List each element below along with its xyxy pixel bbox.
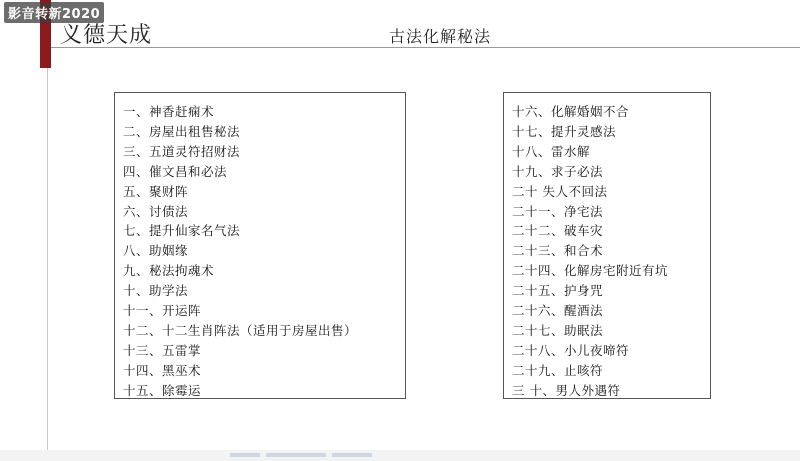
list-item: 十一、开运阵 (123, 303, 202, 319)
brand-name: 义德天成 (60, 23, 153, 48)
list-item: 四、催文昌和必法 (123, 163, 228, 179)
list-item: 二、房屋出租售秘法 (123, 123, 241, 139)
watermark: 影音转新2020 (4, 2, 104, 23)
list-item: 二十 失人不回法 (512, 183, 608, 199)
slide-title: 古法化解秘法 (388, 27, 491, 46)
footer-decoration (230, 442, 430, 450)
list-item: 六、讨债法 (123, 203, 189, 219)
left-margin-line (47, 68, 48, 450)
list-item: 二十五、护身咒 (512, 283, 604, 299)
list-item: 二十九、止咳符 (512, 362, 604, 378)
header-divider (51, 47, 800, 48)
list-item: 三、五道灵符招财法 (123, 143, 241, 159)
list-item: 十三、五雷掌 (123, 342, 202, 358)
list-item: 二十七、助眠法 (512, 322, 604, 338)
list-item: 二十二、破车灾 (512, 223, 604, 239)
list-item: 十二、十二生肖阵法（适用于房屋出售） (123, 322, 358, 338)
list-item: 十八、雷水解 (512, 143, 591, 159)
list-item: 九、秘法拘魂术 (123, 263, 215, 279)
list-item: 二十一、净宅法 (512, 203, 604, 219)
list-item: 二十八、小儿夜啼符 (512, 342, 630, 358)
right-list-box (503, 92, 711, 399)
list-item: 七、提升仙家名气法 (123, 223, 241, 239)
list-item: 十、助学法 (123, 283, 189, 299)
list-item: 十九、求子必法 (512, 163, 604, 179)
list-item: 十五、除霉运 (123, 382, 202, 398)
list-item: 二十四、化解房宅附近有坑 (512, 263, 669, 279)
list-item: 八、助姻缘 (123, 243, 189, 259)
list-item: 三 十、男人外遇符 (512, 382, 621, 398)
list-item: 二十三、和合术 (512, 243, 604, 259)
list-item: 十七、提升灵感法 (512, 123, 617, 139)
list-item: 一、神香赶痫术 (123, 104, 215, 119)
left-list-box (114, 92, 406, 399)
list-item: 十四、黑巫术 (123, 362, 202, 378)
list-item: 十六、化解婚姻不合 (512, 104, 630, 119)
list-item: 五、聚财阵 (123, 183, 189, 199)
list-item: 二十六、醒酒法 (512, 303, 604, 319)
